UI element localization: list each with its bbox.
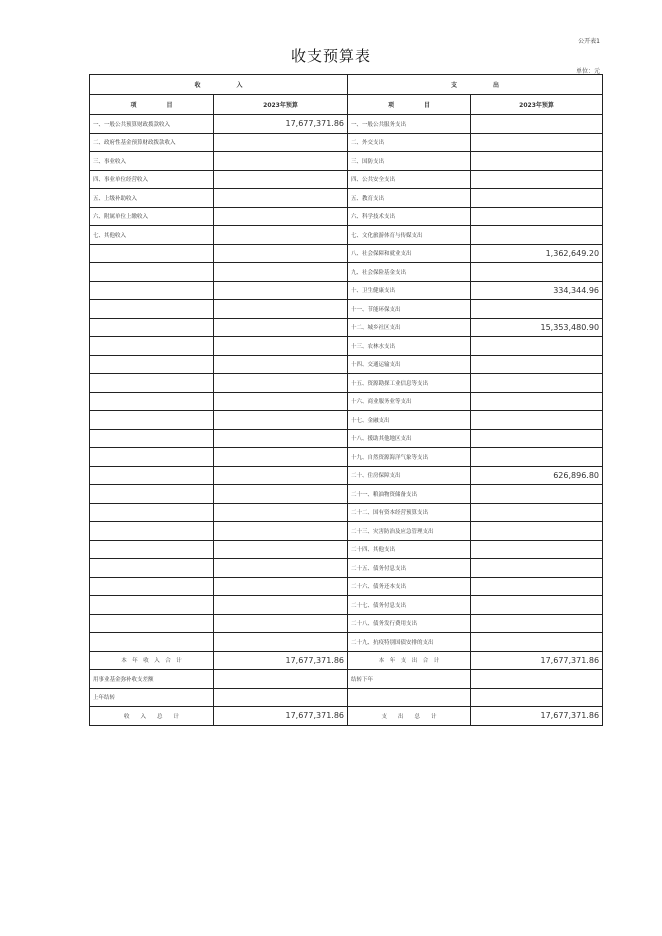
expense-amount-cell: 334,344.96 [471, 281, 603, 300]
expense-item-cell: 二十一、粮油物资储备支出 [348, 485, 471, 504]
expense-amount-cell [471, 411, 603, 430]
income-item-cell [90, 522, 214, 541]
expense-item-cell: 本 年 支 出 合 计 [348, 651, 471, 670]
expense-item-cell: 三、国防支出 [348, 152, 471, 171]
income-amount-cell [214, 318, 348, 337]
income-amount-cell [214, 207, 348, 226]
income-amount-cell [214, 226, 348, 245]
expense-item-cell: 十一、节能环保支出 [348, 300, 471, 319]
income-amount-cell [214, 170, 348, 189]
income-amount-cell [214, 633, 348, 652]
income-item-cell: 四、事业单位经营收入 [90, 170, 214, 189]
income-amount-cell [214, 577, 348, 596]
table-row [90, 466, 603, 485]
income-item-cell: 本 年 收 入 合 计 [90, 651, 214, 670]
expense-amount-cell [471, 540, 603, 559]
income-item-cell [90, 411, 214, 430]
expense-amount-cell [471, 300, 603, 319]
expense-amount-cell [471, 448, 603, 467]
expense-item-cell: 四、公共安全支出 [348, 170, 471, 189]
table-row [90, 374, 603, 393]
income-item-cell [90, 263, 214, 282]
expense-item-cell: 二、外交支出 [348, 133, 471, 152]
expense-item-cell: 十七、金融支出 [348, 411, 471, 430]
expense-item-cell: 结转下年 [348, 670, 471, 689]
table-row [90, 485, 603, 504]
expense-item-cell: 五、教育支出 [348, 189, 471, 208]
expense-amount-cell [471, 152, 603, 171]
income-amount-cell [214, 152, 348, 171]
expense-amount-cell [471, 374, 603, 393]
income-amount-cell [214, 411, 348, 430]
page-title: 收支预算表 [290, 47, 371, 65]
expense-item-cell: 十八、援助其他地区支出 [348, 429, 471, 448]
column-header-row [90, 95, 603, 115]
income-item-cell [90, 300, 214, 319]
table-row [90, 318, 603, 337]
expense-item-cell: 十五、资源勘探工业信息等支出 [348, 374, 471, 393]
expense-item-cell: 十二、城乡社区支出 [348, 318, 471, 337]
income-amount-cell [214, 244, 348, 263]
expense-item-cell: 二十六、债务还本支出 [348, 577, 471, 596]
income-item-header: 项 目 [90, 95, 214, 115]
expense-amount-cell: 1,362,649.20 [471, 244, 603, 263]
income-group-header: 收 入 [90, 75, 348, 95]
income-item-cell: 七、其他收入 [90, 226, 214, 245]
expense-item-cell [348, 688, 471, 707]
expense-item-cell: 二十三、灾害防治及应急管理支出 [348, 522, 471, 541]
income-amount-cell [214, 448, 348, 467]
summary-row [90, 707, 603, 726]
income-item-cell [90, 448, 214, 467]
income-amount-cell [214, 540, 348, 559]
expense-item-header: 项 目 [348, 95, 471, 115]
income-item-cell [90, 596, 214, 615]
table-row [90, 429, 603, 448]
expense-item-cell: 二十七、债务付息支出 [348, 596, 471, 615]
expense-amount-cell: 17,677,371.86 [471, 707, 603, 726]
budget-table [89, 74, 603, 726]
expense-amount-cell [471, 189, 603, 208]
income-amount-cell [214, 392, 348, 411]
expense-item-cell: 九、社会保险基金支出 [348, 263, 471, 282]
expense-amount-cell [471, 226, 603, 245]
income-item-cell [90, 355, 214, 374]
expense-item-cell: 一、一般公共服务支出 [348, 115, 471, 134]
table-row [90, 133, 603, 152]
income-amount-cell [214, 614, 348, 633]
group-header-row [90, 75, 603, 95]
expense-amount-cell [471, 522, 603, 541]
table-row [90, 540, 603, 559]
income-item-cell [90, 374, 214, 393]
table-row [90, 244, 603, 263]
income-item-cell: 用事业基金弥补收支差额 [90, 670, 214, 689]
income-item-cell: 上年结转 [90, 688, 214, 707]
income-amount-cell [214, 133, 348, 152]
income-item-cell: 六、附属单位上缴收入 [90, 207, 214, 226]
expense-amount-cell [471, 559, 603, 578]
income-item-cell: 收 入 总 计 [90, 707, 214, 726]
income-item-cell [90, 281, 214, 300]
income-item-cell [90, 392, 214, 411]
table-row [90, 189, 603, 208]
expense-item-cell: 十三、农林水支出 [348, 337, 471, 356]
summary-row [90, 651, 603, 670]
table-row [90, 392, 603, 411]
income-amount-cell [214, 374, 348, 393]
income-amount-cell [214, 281, 348, 300]
income-item-cell [90, 337, 214, 356]
expense-item-cell: 二十八、债务发行费用支出 [348, 614, 471, 633]
expense-budget-header: 2023年预算 [471, 95, 603, 115]
expense-group-header: 支 出 [348, 75, 603, 95]
income-item-cell [90, 540, 214, 559]
income-amount-cell [214, 429, 348, 448]
expense-item-cell: 二十五、债务付息支出 [348, 559, 471, 578]
table-row [90, 281, 603, 300]
expense-item-cell: 十六、商业服务业等支出 [348, 392, 471, 411]
income-amount-cell [214, 300, 348, 319]
income-amount-cell [214, 670, 348, 689]
summary-row [90, 670, 603, 689]
expense-amount-cell [471, 614, 603, 633]
income-item-cell [90, 466, 214, 485]
income-amount-cell [214, 355, 348, 374]
expense-amount-cell [471, 355, 603, 374]
expense-amount-cell [471, 337, 603, 356]
table-row [90, 633, 603, 652]
table-row [90, 300, 603, 319]
expense-amount-cell: 17,677,371.86 [471, 651, 603, 670]
income-item-cell [90, 577, 214, 596]
table-row [90, 207, 603, 226]
table-row [90, 577, 603, 596]
table-row [90, 170, 603, 189]
income-amount-cell [214, 522, 348, 541]
expense-amount-cell [471, 263, 603, 282]
expense-amount-cell [471, 170, 603, 189]
table-row [90, 115, 603, 134]
expense-amount-cell [471, 207, 603, 226]
income-amount-cell: 17,677,371.86 [214, 651, 348, 670]
expense-item-cell: 十、卫生健康支出 [348, 281, 471, 300]
income-amount-cell [214, 337, 348, 356]
expense-amount-cell [471, 633, 603, 652]
expense-amount-cell [471, 485, 603, 504]
income-item-cell [90, 318, 214, 337]
table-row [90, 522, 603, 541]
income-item-cell [90, 244, 214, 263]
table-row [90, 614, 603, 633]
income-amount-cell [214, 189, 348, 208]
table-row [90, 448, 603, 467]
expense-amount-cell [471, 688, 603, 707]
income-item-cell [90, 485, 214, 504]
expense-item-cell: 六、科学技术支出 [348, 207, 471, 226]
table-row [90, 355, 603, 374]
expense-item-cell: 二十、住房保障支出 [348, 466, 471, 485]
expense-amount-cell [471, 429, 603, 448]
income-amount-cell [214, 263, 348, 282]
expense-item-cell: 二十九、抗疫特别国债安排的支出 [348, 633, 471, 652]
expense-amount-cell [471, 115, 603, 134]
table-row [90, 559, 603, 578]
income-amount-cell [214, 688, 348, 707]
expense-amount-cell [471, 670, 603, 689]
income-amount-cell [214, 503, 348, 522]
expense-amount-cell [471, 392, 603, 411]
income-amount-cell [214, 485, 348, 504]
income-item-cell [90, 614, 214, 633]
expense-item-cell: 二十二、国有资本经营预算支出 [348, 503, 471, 522]
income-item-cell: 五、上级补助收入 [90, 189, 214, 208]
table-row [90, 337, 603, 356]
table-row [90, 596, 603, 615]
expense-amount-cell [471, 503, 603, 522]
table-row [90, 263, 603, 282]
expense-amount-cell [471, 577, 603, 596]
income-amount-cell [214, 466, 348, 485]
table-row [90, 503, 603, 522]
expense-item-cell: 八、社会保障和就业支出 [348, 244, 471, 263]
income-item-cell [90, 503, 214, 522]
expense-amount-cell [471, 596, 603, 615]
income-amount-cell: 17,677,371.86 [214, 115, 348, 134]
expense-item-cell: 七、文化旅游体育与传媒支出 [348, 226, 471, 245]
table-row [90, 411, 603, 430]
income-item-cell: 三、事业收入 [90, 152, 214, 171]
income-item-cell [90, 633, 214, 652]
income-amount-cell [214, 559, 348, 578]
document-tag: 公开表1 [578, 38, 600, 45]
income-item-cell [90, 429, 214, 448]
table-row [90, 226, 603, 245]
expense-item-cell: 支 出 总 计 [348, 707, 471, 726]
expense-item-cell: 二十四、其他支出 [348, 540, 471, 559]
expense-amount-cell [471, 133, 603, 152]
unit-label: 单位：元 [575, 68, 600, 75]
expense-amount-cell: 626,896.80 [471, 466, 603, 485]
income-amount-cell [214, 596, 348, 615]
expense-item-cell: 十九、自然资源海洋气象等支出 [348, 448, 471, 467]
table-row [90, 152, 603, 171]
expense-amount-cell: 15,353,480.90 [471, 318, 603, 337]
income-item-cell: 一、一般公共预算财政拨款收入 [90, 115, 214, 134]
income-item-cell [90, 559, 214, 578]
income-budget-header: 2023年预算 [214, 95, 348, 115]
income-item-cell: 二、政府性基金预算财政拨款收入 [90, 133, 214, 152]
income-amount-cell: 17,677,371.86 [214, 707, 348, 726]
expense-item-cell: 十四、交通运输支出 [348, 355, 471, 374]
summary-row [90, 688, 603, 707]
